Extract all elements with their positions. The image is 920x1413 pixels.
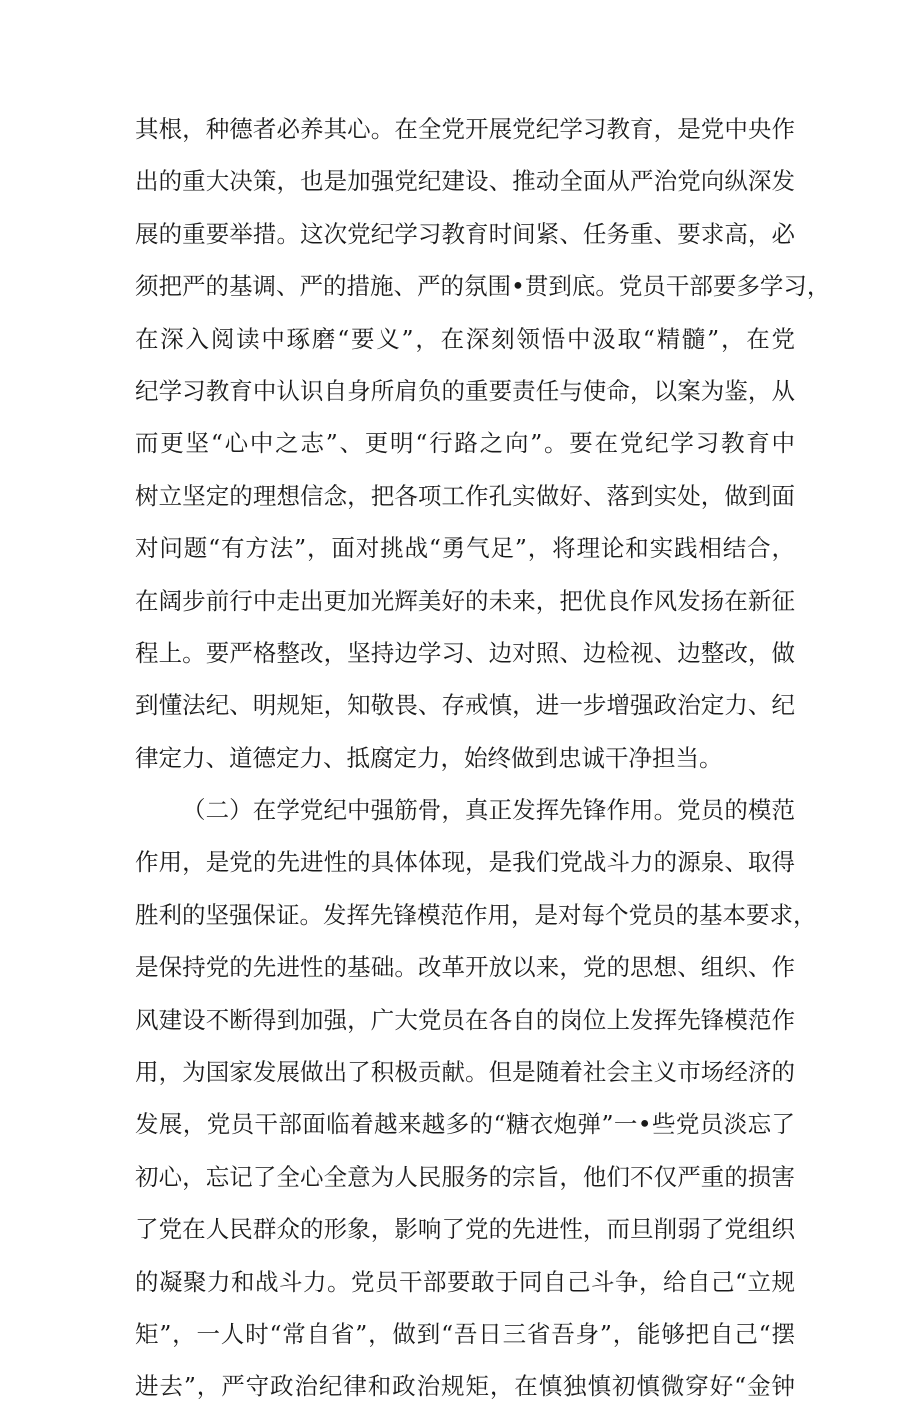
paragraph-end-line: 律定力、道德定力、抵腐定力，始终做到忠诚干净担当。	[135, 743, 723, 772]
text-line: 对问题“有方法”，面对挑战“勇气足”，将理论和实践相结合，	[135, 534, 795, 563]
text-line: 到懂法纪、明规矩，知敬畏、存戒慎，进一步增强政治定力、纪	[135, 691, 795, 720]
text-line: 发展，党员干部面临着越来越多的“糖衣炮弹”一•些党员淡忘了	[135, 1110, 795, 1139]
text-line: 胜利的坚强保证。发挥先锋模范作用，是对每个党员的基本要求，	[135, 900, 817, 929]
section-heading-line: （二）在学党纪中强筋骨，真正发挥先锋作用。党员的模范	[182, 796, 795, 825]
text-line: 须把严的基调、严的措施、严的氛围•贯到底。党员干部要多学习，	[135, 272, 831, 301]
text-line: 树立坚定的理想信念，把各项工作孔实做好、落到实处，做到面	[135, 481, 795, 510]
text-line: 在阔步前行中走出更加光辉美好的未来，把优良作风发扬在新征	[135, 586, 795, 615]
text-line: 在深入阅读中琢磨“要义”，在深刻领悟中汲取“精髓”，在党	[135, 324, 795, 353]
text-line: 进去”，严守政治纪律和政治规矩，在慎独慎初慎微穿好“金钟	[135, 1372, 795, 1401]
text-line: 程上。要严格整改，坚持边学习、边对照、边检视、边整改，做	[135, 638, 795, 667]
text-line: 是保持党的先进性的基础。改革开放以来，党的思想、组织、作	[135, 953, 795, 982]
text-line: 而更坚“心中之志”、更明“行路之向”。要在党纪学习教育中	[135, 429, 795, 458]
text-line: 的凝聚力和战斗力。党员干部要敢于同自己斗争，给自己“立规	[135, 1267, 795, 1296]
text-line: 初心，忘记了全心全意为人民服务的宗旨，他们不仅严重的损害	[135, 1162, 795, 1191]
text-line: 出的重大决策，也是加强党纪建设、推动全面从严治党向纵深发	[135, 167, 795, 196]
text-line: 展的重要举措。这次党纪学习教育时间紧、任务重、要求高，必	[135, 219, 795, 248]
text-line: 其根，种德者必养其心。在全党开展党纪学习教育，是党中央作	[135, 115, 795, 143]
text-line: 用，为国家发展做出了积极贡献。但是随着社会主义市场经济的	[135, 1058, 795, 1087]
text-line: 风建设不断得到加强，广大党员在各自的岗位上发挥先锋模范作	[135, 1005, 795, 1034]
text-line: 作用，是党的先进性的具体体现，是我们党战斗力的源泉、取得	[135, 848, 795, 877]
text-line: 矩”，一人时“常自省”，做到“吾日三省吾身”，能够把自己“摆	[135, 1319, 795, 1348]
text-line: 纪学习教育中认识自身所肩负的重要责任与使命，以案为鉴，从	[135, 376, 795, 405]
text-line: 了党在人民群众的形象，影响了党的先进性，而旦削弱了党组织	[135, 1215, 795, 1244]
body-text	[135, 103, 831, 1413]
